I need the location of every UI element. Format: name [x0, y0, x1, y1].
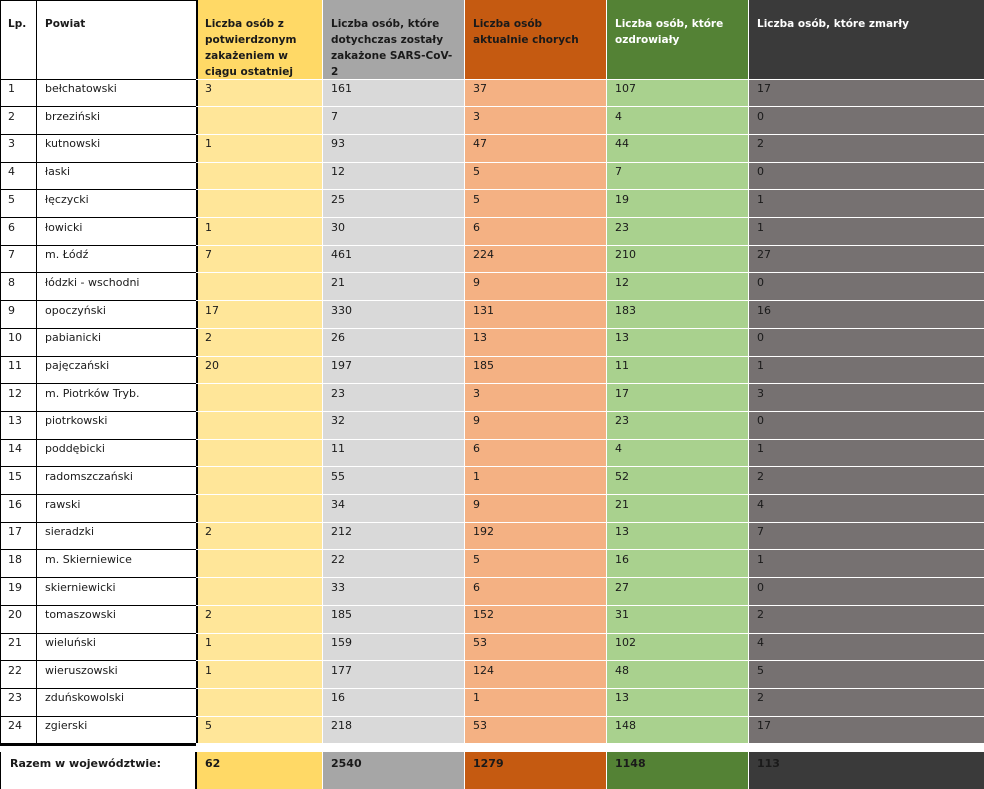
row-powiat: sieradzki	[36, 522, 196, 550]
grid-line-white	[464, 0, 465, 744]
grid-line-white	[196, 272, 984, 273]
row-lp: 2	[0, 107, 36, 135]
row-recovered: 27	[606, 578, 748, 606]
row-powiat: zduńskowolski	[36, 688, 196, 716]
grid-line-white	[196, 189, 984, 190]
row-new	[196, 688, 322, 716]
row-total: 34	[322, 495, 464, 523]
grid-line-vertical	[0, 752, 1, 789]
row-new	[196, 439, 322, 467]
row-total: 161	[322, 79, 464, 107]
grid-line-white	[606, 0, 607, 744]
row-lp: 10	[0, 328, 36, 356]
row-recovered: 12	[606, 273, 748, 301]
grid-line-horizontal	[0, 549, 196, 550]
row-ill: 3	[464, 384, 606, 412]
row-total: 218	[322, 716, 464, 744]
row-recovered: 183	[606, 301, 748, 329]
row-new: 1	[196, 134, 322, 162]
header-lp: Lp.	[0, 0, 36, 79]
row-lp: 20	[0, 605, 36, 633]
grid-line-white	[196, 217, 984, 218]
row-lp: 13	[0, 411, 36, 439]
row-ill: 9	[464, 273, 606, 301]
grid-line-white	[748, 752, 749, 789]
row-recovered: 13	[606, 522, 748, 550]
row-recovered: 31	[606, 605, 748, 633]
grid-line-white	[196, 134, 984, 135]
row-powiat: m. Piotrków Tryb.	[36, 384, 196, 412]
row-deceased: 1	[748, 550, 984, 578]
row-lp: 6	[0, 218, 36, 246]
row-new	[196, 467, 322, 495]
header-new-cases: Liczba osób z potwierdzonym zakażeniem w ciągu ostatniej	[196, 0, 322, 79]
grid-line-horizontal	[0, 79, 196, 80]
grid-line-white	[196, 106, 984, 107]
grid-line-horizontal	[0, 605, 196, 606]
grid-line-white	[606, 752, 607, 789]
grid-line-white	[196, 383, 984, 384]
row-deceased: 1	[748, 218, 984, 246]
row-total: 12	[322, 162, 464, 190]
row-powiat: łódzki - wschodni	[36, 273, 196, 301]
row-recovered: 16	[606, 550, 748, 578]
row-total: 185	[322, 605, 464, 633]
row-lp: 5	[0, 190, 36, 218]
grid-line-white	[748, 0, 749, 744]
row-powiat: piotrkowski	[36, 411, 196, 439]
grid-line-white	[196, 79, 984, 80]
grid-line-white	[196, 328, 984, 329]
grid-line-horizontal	[0, 577, 196, 578]
grid-line-horizontal	[0, 660, 196, 661]
grid-line-horizontal	[0, 383, 196, 384]
row-total: 55	[322, 467, 464, 495]
row-lp: 18	[0, 550, 36, 578]
row-total: 16	[322, 688, 464, 716]
grid-line-horizontal	[0, 356, 196, 357]
grid-line-white	[196, 633, 984, 634]
row-ill: 131	[464, 301, 606, 329]
row-lp: 1	[0, 79, 36, 107]
grid-line-horizontal	[0, 633, 196, 634]
totals-label: Razem w województwie:	[0, 752, 196, 789]
row-recovered: 52	[606, 467, 748, 495]
row-lp: 4	[0, 162, 36, 190]
row-total: 11	[322, 439, 464, 467]
row-deceased: 2	[748, 688, 984, 716]
grid-line-white	[196, 162, 984, 163]
grid-line-horizontal	[0, 522, 196, 523]
row-total: 330	[322, 301, 464, 329]
row-deceased: 2	[748, 134, 984, 162]
row-recovered: 44	[606, 134, 748, 162]
row-lp: 7	[0, 245, 36, 273]
row-deceased: 0	[748, 328, 984, 356]
row-deceased: 17	[748, 716, 984, 744]
row-ill: 53	[464, 633, 606, 661]
grid-line-horizontal	[0, 162, 196, 163]
row-deceased: 0	[748, 107, 984, 135]
row-deceased: 0	[748, 273, 984, 301]
row-powiat: wieruszowski	[36, 661, 196, 689]
row-powiat: brzeziński	[36, 107, 196, 135]
row-total: 30	[322, 218, 464, 246]
row-powiat: łowicki	[36, 218, 196, 246]
grid-line-white	[196, 494, 984, 495]
row-total: 177	[322, 661, 464, 689]
grid-line-horizontal	[0, 716, 196, 717]
row-lp: 21	[0, 633, 36, 661]
row-ill: 13	[464, 328, 606, 356]
row-new	[196, 411, 322, 439]
row-new	[196, 273, 322, 301]
row-powiat: rawski	[36, 495, 196, 523]
row-recovered: 210	[606, 245, 748, 273]
row-recovered: 17	[606, 384, 748, 412]
row-powiat: kutnowski	[36, 134, 196, 162]
row-ill: 5	[464, 162, 606, 190]
row-lp: 16	[0, 495, 36, 523]
grid-line-horizontal	[0, 688, 196, 689]
totals-total: 2540	[322, 752, 464, 789]
row-ill: 37	[464, 79, 606, 107]
grid-line-white	[196, 743, 984, 744]
grid-line-horizontal	[0, 466, 196, 467]
grid-line-white	[322, 752, 323, 789]
row-deceased: 7	[748, 522, 984, 550]
row-new: 5	[196, 716, 322, 744]
grid-line-horizontal	[0, 439, 196, 440]
row-lp: 8	[0, 273, 36, 301]
row-lp: 3	[0, 134, 36, 162]
row-recovered: 23	[606, 218, 748, 246]
row-new: 17	[196, 301, 322, 329]
row-lp: 9	[0, 301, 36, 329]
grid-line-horizontal	[0, 494, 196, 495]
row-ill: 9	[464, 411, 606, 439]
totals-ill: 1279	[464, 752, 606, 789]
row-ill: 5	[464, 550, 606, 578]
grid-line-vertical	[36, 0, 37, 744]
grid-line-white	[196, 716, 984, 717]
totals-recovered: 1148	[606, 752, 748, 789]
row-new	[196, 495, 322, 523]
grid-line-white	[196, 605, 984, 606]
row-total: 197	[322, 356, 464, 384]
row-deceased: 2	[748, 467, 984, 495]
grid-line-horizontal	[0, 300, 196, 301]
row-recovered: 148	[606, 716, 748, 744]
row-powiat: wieluński	[36, 633, 196, 661]
row-recovered: 13	[606, 688, 748, 716]
row-ill: 1	[464, 467, 606, 495]
grid-line-horizontal	[0, 411, 196, 412]
row-deceased: 4	[748, 495, 984, 523]
row-recovered: 11	[606, 356, 748, 384]
row-deceased: 4	[748, 633, 984, 661]
grid-line-horizontal	[0, 272, 196, 273]
row-ill: 3	[464, 107, 606, 135]
row-recovered: 23	[606, 411, 748, 439]
row-new	[196, 578, 322, 606]
grid-line-white	[196, 577, 984, 578]
row-ill: 152	[464, 605, 606, 633]
row-total: 25	[322, 190, 464, 218]
row-ill: 124	[464, 661, 606, 689]
row-total: 33	[322, 578, 464, 606]
row-new	[196, 384, 322, 412]
row-lp: 11	[0, 356, 36, 384]
row-deceased: 16	[748, 301, 984, 329]
grid-line-white	[322, 0, 323, 744]
row-powiat: radomszczański	[36, 467, 196, 495]
grid-line-horizontal	[0, 0, 196, 1]
row-powiat: skierniewicki	[36, 578, 196, 606]
row-deceased: 1	[748, 190, 984, 218]
row-deceased: 1	[748, 439, 984, 467]
row-ill: 1	[464, 688, 606, 716]
row-deceased: 0	[748, 411, 984, 439]
row-powiat: pajęczański	[36, 356, 196, 384]
grid-line-white	[196, 549, 984, 550]
row-recovered: 19	[606, 190, 748, 218]
row-deceased: 0	[748, 162, 984, 190]
row-deceased: 27	[748, 245, 984, 273]
grid-line-horizontal	[0, 189, 196, 190]
row-lp: 23	[0, 688, 36, 716]
row-recovered: 13	[606, 328, 748, 356]
row-ill: 5	[464, 190, 606, 218]
row-new	[196, 190, 322, 218]
grid-line-white	[196, 439, 984, 440]
grid-line-vertical	[0, 0, 1, 744]
totals-new: 62	[196, 752, 322, 789]
grid-line-white	[196, 411, 984, 412]
row-powiat: łęczycki	[36, 190, 196, 218]
row-total: 159	[322, 633, 464, 661]
row-lp: 22	[0, 661, 36, 689]
row-powiat: bełchatowski	[36, 79, 196, 107]
row-recovered: 107	[606, 79, 748, 107]
row-ill: 9	[464, 495, 606, 523]
row-ill: 185	[464, 356, 606, 384]
grid-line-horizontal	[0, 744, 196, 746]
grid-line-white	[196, 466, 984, 467]
row-lp: 15	[0, 467, 36, 495]
row-powiat: pabianicki	[36, 328, 196, 356]
row-ill: 224	[464, 245, 606, 273]
row-new: 7	[196, 245, 322, 273]
grid-line-white	[196, 688, 984, 689]
grid-line-white	[196, 300, 984, 301]
row-deceased: 5	[748, 661, 984, 689]
row-total: 26	[322, 328, 464, 356]
row-deceased: 3	[748, 384, 984, 412]
row-ill: 6	[464, 218, 606, 246]
grid-line-vertical	[195, 752, 197, 789]
grid-line-horizontal	[0, 134, 196, 135]
grid-line-horizontal	[0, 328, 196, 329]
grid-line-white	[196, 660, 984, 661]
row-ill: 6	[464, 578, 606, 606]
header-deceased: Liczba osób, które zmarły	[748, 0, 984, 79]
grid-line-white	[464, 752, 465, 789]
header-powiat: Powiat	[36, 0, 196, 79]
grid-line-white	[196, 245, 984, 246]
row-powiat: zgierski	[36, 716, 196, 744]
row-powiat: m. Łódź	[36, 245, 196, 273]
row-ill: 192	[464, 522, 606, 550]
row-deceased: 1	[748, 356, 984, 384]
totals-deceased: 113	[748, 752, 984, 789]
row-recovered: 21	[606, 495, 748, 523]
row-new	[196, 107, 322, 135]
row-lp: 12	[0, 384, 36, 412]
row-recovered: 4	[606, 439, 748, 467]
header-total-infected: Liczba osób, które dotychczas zostały zakażone SARS-CoV-2	[322, 0, 464, 79]
header-currently-ill: Liczba osób aktualnie chorych	[464, 0, 606, 79]
row-ill: 6	[464, 439, 606, 467]
row-powiat: m. Skierniewice	[36, 550, 196, 578]
row-deceased: 17	[748, 79, 984, 107]
row-new: 2	[196, 605, 322, 633]
row-total: 212	[322, 522, 464, 550]
row-total: 461	[322, 245, 464, 273]
row-new	[196, 162, 322, 190]
row-ill: 47	[464, 134, 606, 162]
row-total: 23	[322, 384, 464, 412]
row-new: 1	[196, 661, 322, 689]
row-new: 2	[196, 522, 322, 550]
row-new: 1	[196, 218, 322, 246]
row-powiat: tomaszowski	[36, 605, 196, 633]
row-deceased: 2	[748, 605, 984, 633]
row-total: 93	[322, 134, 464, 162]
row-lp: 24	[0, 716, 36, 744]
row-lp: 14	[0, 439, 36, 467]
grid-line-white	[196, 522, 984, 523]
row-total: 21	[322, 273, 464, 301]
row-recovered: 102	[606, 633, 748, 661]
row-lp: 19	[0, 578, 36, 606]
row-recovered: 4	[606, 107, 748, 135]
row-new: 1	[196, 633, 322, 661]
grid-line-horizontal	[0, 217, 196, 218]
row-powiat: opoczyński	[36, 301, 196, 329]
grid-line-horizontal	[0, 245, 196, 246]
row-new: 3	[196, 79, 322, 107]
row-total: 32	[322, 411, 464, 439]
header-recovered: Liczba osób, które ozdrowiały	[606, 0, 748, 79]
row-total: 22	[322, 550, 464, 578]
row-powiat: poddębicki	[36, 439, 196, 467]
row-powiat: łaski	[36, 162, 196, 190]
row-total: 7	[322, 107, 464, 135]
row-ill: 53	[464, 716, 606, 744]
grid-line-horizontal	[0, 106, 196, 107]
row-new	[196, 550, 322, 578]
row-deceased: 0	[748, 578, 984, 606]
row-recovered: 48	[606, 661, 748, 689]
row-new: 20	[196, 356, 322, 384]
row-recovered: 7	[606, 162, 748, 190]
row-new: 2	[196, 328, 322, 356]
row-lp: 17	[0, 522, 36, 550]
grid-line-white	[196, 356, 984, 357]
